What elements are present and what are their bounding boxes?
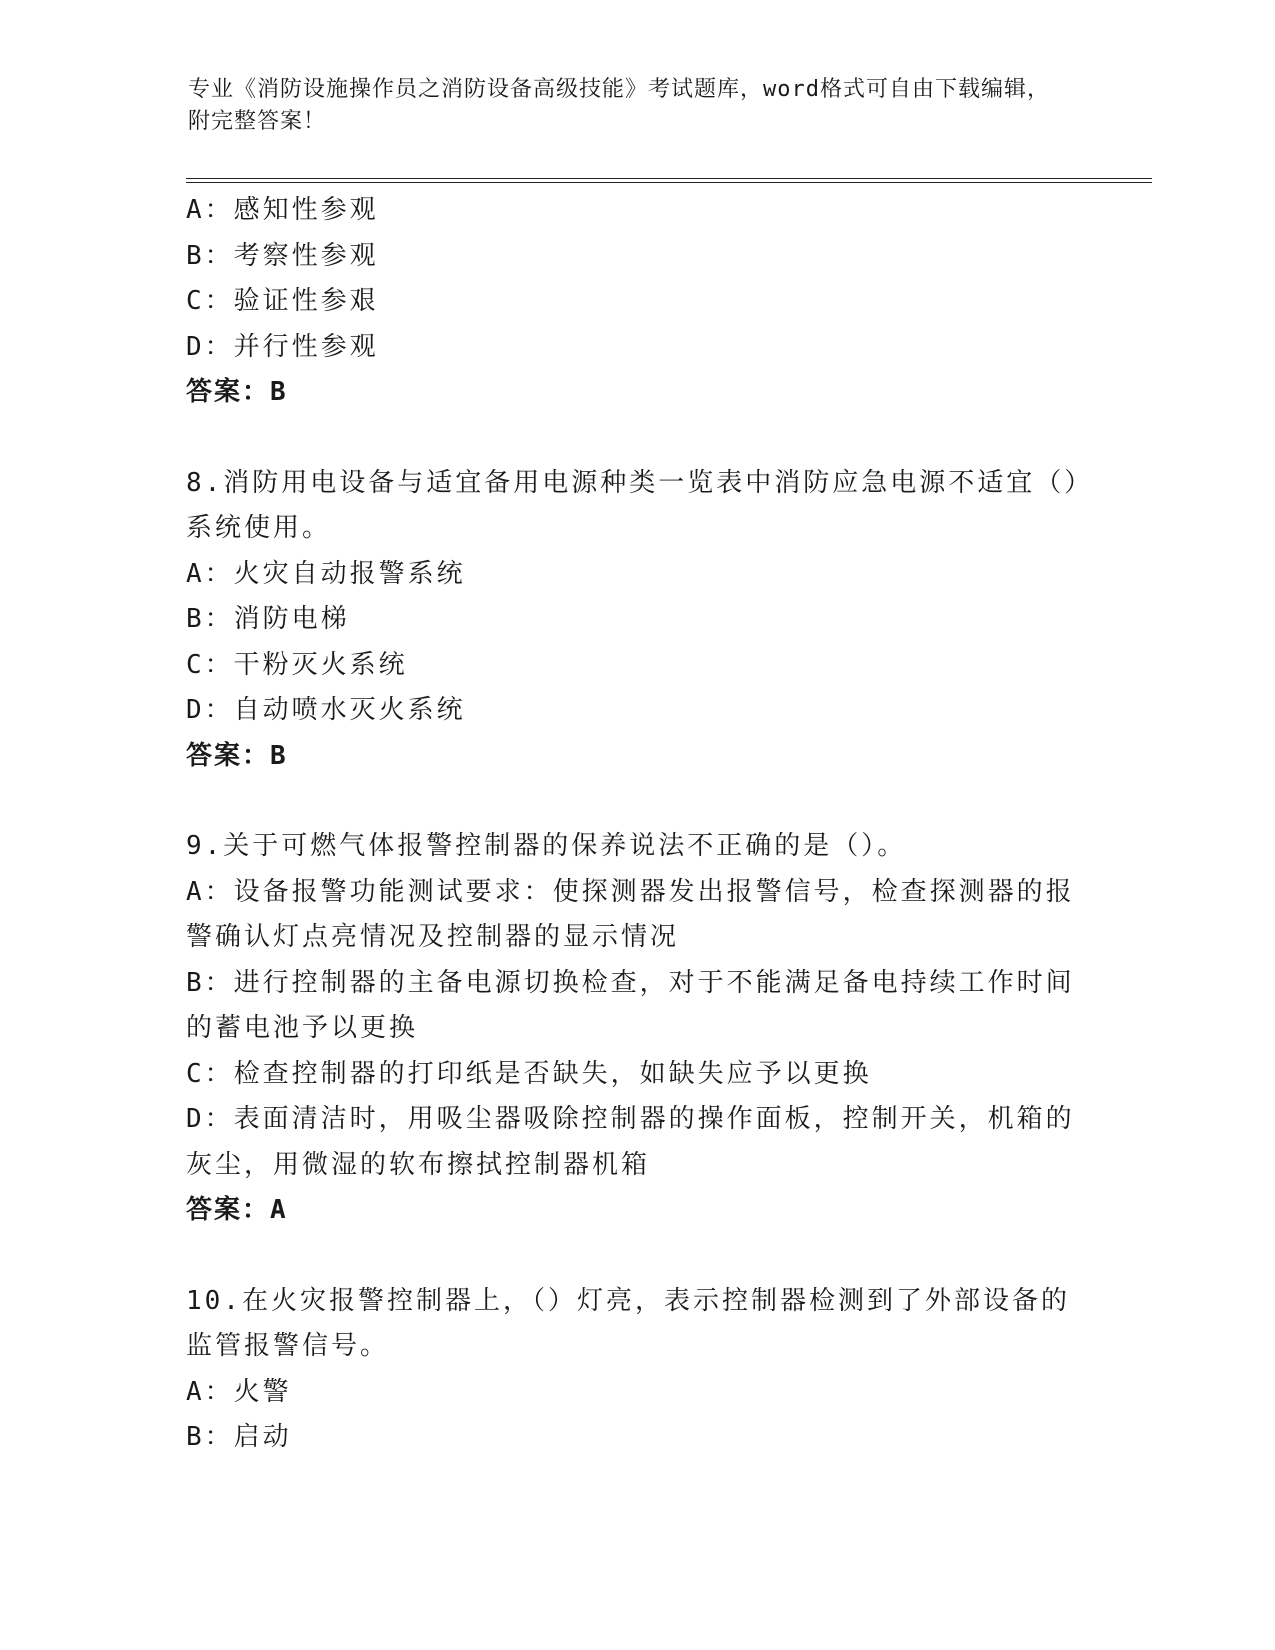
q7-answer: 答案：B — [186, 377, 288, 407]
question-9 — [186, 824, 1086, 1234]
spacer — [186, 1234, 1086, 1279]
q7-option-b: B：考察性参观 — [186, 240, 379, 271]
q9-option-d: D：表面清洁时，用吸尘器吸除控制器的操作面板，控制开关，机箱的灰尘，用微湿的软布擦拭控制器机箱 — [186, 1104, 1075, 1180]
question-10 — [186, 1279, 1086, 1461]
question-7 — [186, 188, 1086, 416]
q10-question: 10.在火灾报警控制器上，（）灯亮，表示控制器检测到了外部设备的监管报警信号。 — [186, 1285, 1070, 1361]
q9-question: 9.关于可燃气体报警控制器的保养说法不正确的是（）。 — [186, 831, 907, 861]
q7-option-c: C：验证性参艰 — [186, 286, 379, 316]
header-divider-bottom — [186, 182, 1152, 183]
q9-option-c: C：检查控制器的打印纸是否缺失，如缺失应予以更换 — [186, 1058, 872, 1089]
spacer — [186, 779, 1086, 824]
q8-option-b: B：消防电梯 — [186, 604, 350, 634]
question-8 — [186, 461, 1086, 780]
q7-option-a: A：感知性参观 — [186, 195, 379, 225]
q8-question: 8.消防用电设备与适宜备用电源种类一览表中消防应急电源不适宜（）系统使用。 — [186, 467, 1081, 543]
question-content — [186, 188, 1086, 1461]
header-divider-top — [186, 178, 1152, 179]
q10-option-a: A：火警 — [186, 1376, 292, 1407]
q7-option-d: D：并行性参观 — [186, 331, 379, 362]
q8-option-c: C：干粉灭火系统 — [186, 649, 408, 680]
spacer — [186, 416, 1086, 461]
q8-option-a: A：火灾自动报警系统 — [186, 558, 466, 589]
q9-answer: 答案：A — [186, 1195, 288, 1225]
q9-option-a: A：设备报警功能测试要求：使探测器发出报警信号，检查探测器的报警确认灯点亮情况及控制器的显示情况 — [186, 876, 1075, 952]
document-header: 专业《消防设施操作员之消防设备高级技能》考试题库，word格式可自由下载编辑，附完整答案！ — [188, 77, 1050, 134]
q10-option-b: B：启动 — [186, 1422, 292, 1452]
q8-answer: 答案：B — [186, 740, 288, 771]
q8-option-d: D：自动喷水灭火系统 — [186, 695, 466, 725]
q9-option-b: B：进行控制器的主备电源切换检查，对于不能满足备电持续工作时间的蓄电池予以更换 — [186, 967, 1075, 1043]
